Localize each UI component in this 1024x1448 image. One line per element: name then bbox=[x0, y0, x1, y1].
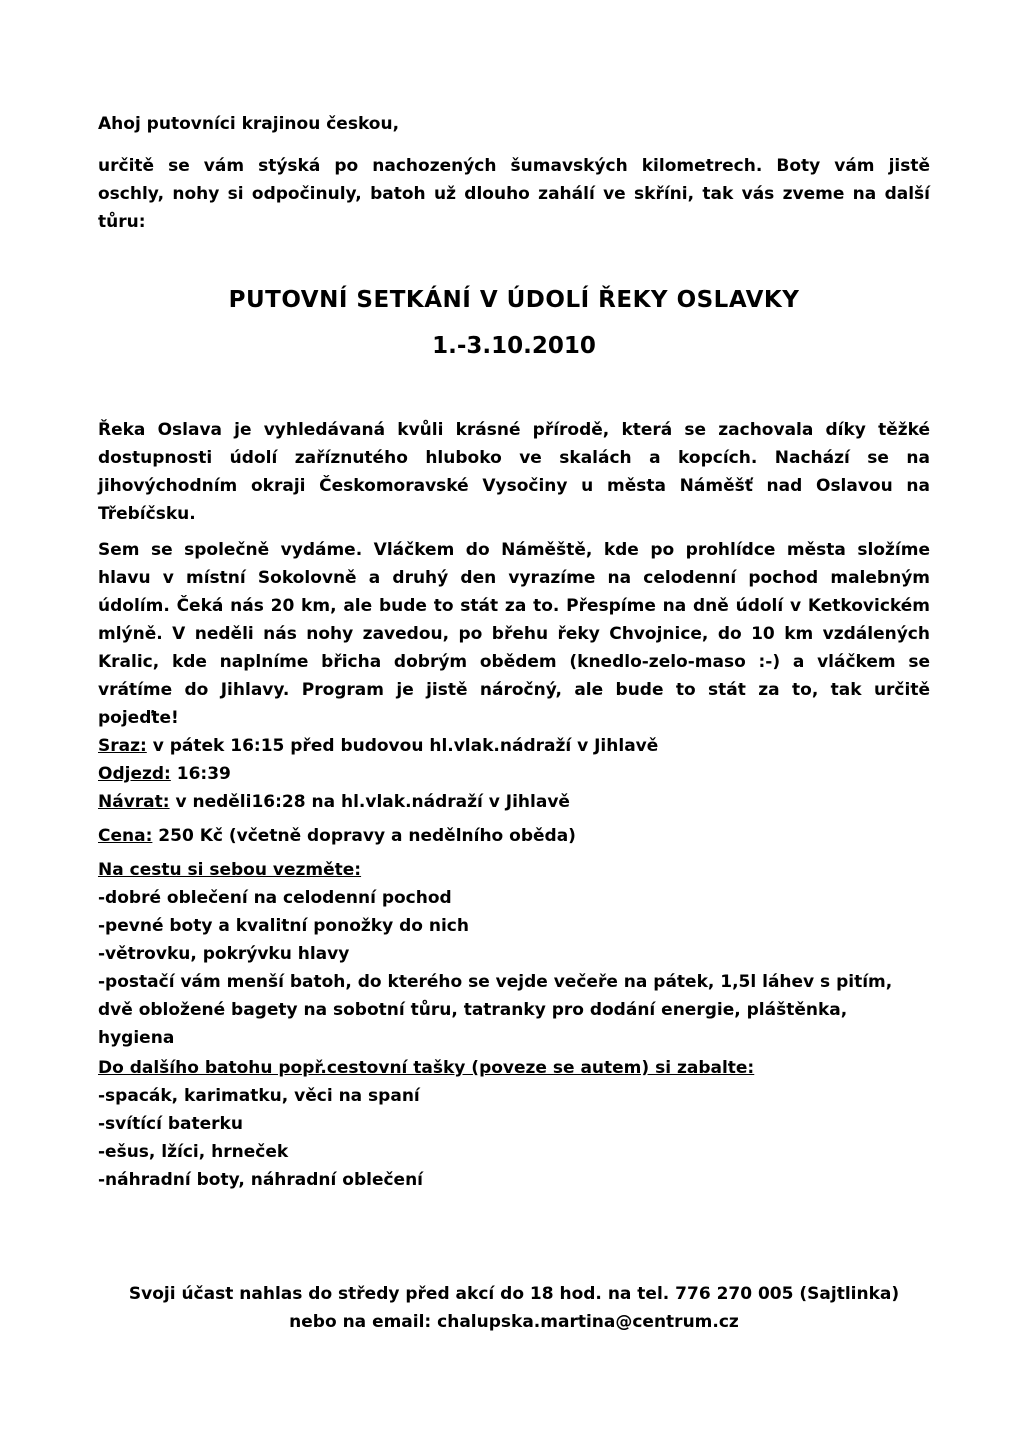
price-line bbox=[98, 822, 930, 850]
packing-list-bag-heading-text: Do dalšího batohu popř.cestovní tašky (poveze se autem) si zabalte: bbox=[98, 1058, 755, 1078]
paragraph-line: určitě se vám stýská po nachozených šumavských kilometrech. Boty vám jistě bbox=[98, 156, 930, 176]
greeting-line: Ahoj putovníci krajinou českou, bbox=[98, 114, 400, 134]
packing-list-day bbox=[98, 856, 930, 1052]
packing-list-day-heading-text: Na cestu si sebou vezměte: bbox=[98, 860, 362, 880]
paragraph-line: vrátíme do Jihlavy. Program je jistě náročný, ale bude to stát za to, tak určitě bbox=[98, 680, 930, 700]
packing-list-item: -svítící baterku bbox=[98, 1114, 243, 1134]
paragraph-line: Řeka Oslava je vyhledávaná kvůli krásné přírodě, která se zachovala díky těžké bbox=[98, 420, 930, 440]
schedule-label-sraz: Sraz: bbox=[98, 736, 147, 756]
packing-list-day-heading bbox=[98, 856, 930, 884]
schedule-text-odjezd: 16:39 bbox=[170, 764, 231, 784]
paragraph-line: Kralic, kde naplníme břicha dobrým obědem (knedlo-zelo-maso :-) a vláčkem se bbox=[98, 652, 930, 672]
packing-list-item: -dobré oblečení na celodenní pochod bbox=[98, 888, 452, 908]
paragraph-line: hlavu v místní Sokolovně a druhý den vyrazíme na celodenní pochod malebným bbox=[98, 568, 930, 588]
schedule-block bbox=[98, 732, 930, 816]
program-paragraph bbox=[98, 536, 930, 732]
packing-list-item: -spacák, karimatku, věci na spaní bbox=[98, 1086, 420, 1106]
paragraph-line: mlýně. V neděli nás nohy zavedou, po břehu řeky Chvojnice, do 10 km vzdálených bbox=[98, 624, 930, 644]
paragraph-line: údolím. Čeká nás 20 km, ale bude to stát za to. Přespíme na dně údolí v Ketkovickém bbox=[98, 596, 930, 616]
footer-contact bbox=[98, 1280, 930, 1336]
packing-list-item: -pevné boty a kvalitní ponožky do nich bbox=[98, 916, 469, 936]
schedule-label-odjezd: Odjezd: bbox=[98, 764, 171, 784]
paragraph-line: jihovýchodním okraji Českomoravské Vysočiny u města Náměšť nad Oslavou na bbox=[98, 476, 930, 496]
packing-list-item-continuation: hygiena bbox=[98, 1028, 175, 1048]
footer-contact-line-email: nebo na email: chalupska.martina@centrum.cz bbox=[289, 1312, 739, 1332]
packing-list-item: -postačí vám menší batoh, do kterého se vejde večeře na pátek, 1,5l láhev s pitím, bbox=[98, 972, 893, 992]
schedule-label-navrat: Návrat: bbox=[98, 792, 170, 812]
price-label: Cena: bbox=[98, 826, 153, 846]
packing-list-item-continuation: dvě obložené bagety na sobotní tůru, tatranky pro dodání energie, pláštěnka, bbox=[98, 1000, 848, 1020]
schedule-line-odjezd bbox=[98, 760, 930, 788]
packing-list-item: -větrovku, pokrývku hlavy bbox=[98, 944, 350, 964]
paragraph-line: dostupnosti údolí zaříznutého hluboko ve skalách a kopcích. Nachází se na bbox=[98, 448, 930, 468]
event-title: PUTOVNÍ SETKÁNÍ V ÚDOLÍ ŘEKY OSLAVKY bbox=[228, 287, 800, 313]
nature-paragraph bbox=[98, 416, 930, 528]
footer-contact-line-phone: Svoji účast nahlas do středy před akcí do 18 hod. na tel. 776 270 005 (Sajtlinka) bbox=[128, 1284, 900, 1304]
intro-paragraph bbox=[98, 152, 930, 236]
packing-list-bag bbox=[98, 1054, 930, 1194]
schedule-line-navrat bbox=[98, 788, 930, 816]
packing-list-item: -ešus, lžíci, hrneček bbox=[98, 1142, 289, 1162]
paragraph-line: oschly, nohy si odpočinuly, batoh už dlouho zahálí ve skříni, tak vás zveme na další bbox=[98, 184, 930, 204]
packing-list-item: -náhradní boty, náhradní oblečení bbox=[98, 1170, 424, 1190]
schedule-text-navrat: v neděli16:28 na hl.vlak.nádraží v Jihlavě bbox=[169, 792, 570, 812]
schedule-line-sraz bbox=[98, 732, 930, 760]
paragraph-line: pojeďte! bbox=[98, 708, 179, 728]
schedule-text-sraz: v pátek 16:15 před budovou hl.vlak.nádraží v Jihlavě bbox=[146, 736, 659, 756]
paragraph-line: Třebíčsku. bbox=[98, 504, 196, 524]
paragraph-line: Sem se společně vydáme. Vláčkem do Náměště, kde po prohlídce města složíme bbox=[98, 540, 930, 560]
price-text: 250 Kč (včetně dopravy a nedělního oběda) bbox=[152, 826, 576, 846]
paragraph-line: tůru: bbox=[98, 212, 146, 232]
event-date: 1.-3.10.2010 bbox=[432, 333, 596, 359]
packing-list-bag-heading bbox=[98, 1054, 930, 1082]
